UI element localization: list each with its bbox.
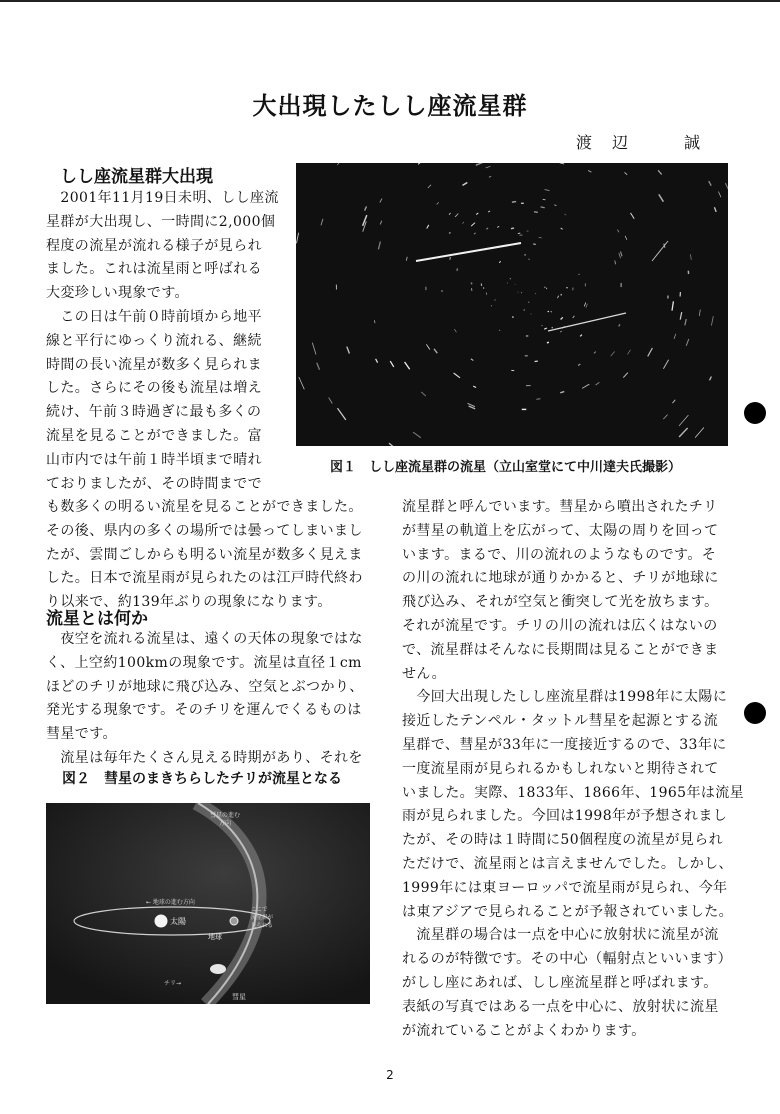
star-trail <box>552 327 553 328</box>
label-comet-direction-2: 方向 <box>219 820 232 827</box>
label-earth-direction: ← 地球の進む方向 <box>146 899 195 906</box>
text-line: 流星群と呼んでいます。彗星から噴出されたチリ <box>402 499 718 515</box>
author-name: 渡辺 誠 <box>575 133 720 152</box>
text-line: 飛び込み、それが空気と衝突して光を放ちます。 <box>402 594 719 611</box>
label-earth: 地球 <box>208 933 222 941</box>
meteor-photo <box>296 163 728 446</box>
orbit-diagram-image <box>46 803 370 1004</box>
text-line: 山市内では午前１時半頃まで晴れ <box>46 451 262 468</box>
star-trail <box>548 311 549 312</box>
text-line: せん。 <box>402 665 447 682</box>
section2-text <box>46 628 364 771</box>
section-heading-what-is-meteor: 流星とは何か <box>46 609 148 629</box>
star-trail <box>541 207 545 208</box>
star-trail-image <box>296 163 728 446</box>
section1-narrow-text <box>46 187 279 496</box>
article-title: 大出現したしし座流星群 <box>252 92 528 120</box>
label-meteor-seen-3: 見られる <box>251 923 274 929</box>
text-line: 表紙の写真ではある一点を中心に、放射状に流星 <box>402 998 719 1015</box>
punch-hole <box>744 402 766 424</box>
text-line: 雨が見られました。今回は1998年が予想されまし <box>402 808 728 825</box>
label-meteor-seen-2: 流星群が <box>251 915 274 921</box>
text-line: が流れていることがよくわかります。 <box>402 1022 646 1039</box>
star-trail <box>486 293 487 295</box>
text-line: 夜空を流れる流星は、遠くの天体の現象ではな <box>46 631 363 647</box>
star-trail <box>457 268 458 271</box>
text-line: 流星群の場合は一点を中心に放射状に流星が流 <box>402 927 719 944</box>
label-meteor-seen-1: ここで <box>251 907 268 913</box>
text-line: れるのが特徴です。その中心（輻射点といいます） <box>402 951 733 968</box>
text-line: した。日本で流星雨が見られたのは江戸時代終わ <box>46 570 363 587</box>
text-line: ました。これは流星雨と呼ばれる <box>46 261 262 278</box>
text-line: 時間の長い流星が数多く見られま <box>46 356 262 373</box>
text-line: く、上空約100kmの現象です。流星は直径１cm <box>46 654 362 671</box>
text-line: いました。実際、1833年、1866年、1965年は流星 <box>402 784 745 801</box>
text-line: は東アジアで見られることが予報されていました。 <box>402 903 734 920</box>
text-line: の川の流れに地球が通りかかると、チリが地球に <box>402 570 719 587</box>
star-trail <box>534 212 538 213</box>
star-trail <box>543 199 546 200</box>
text-line: がしし座にあれば、しし座流星群と呼ばれます。 <box>402 974 718 991</box>
text-line: も数多くの明るい流星を見ることができました。 <box>46 499 363 515</box>
page-top-rule <box>0 0 780 2</box>
star-trail <box>533 244 536 245</box>
star-trail <box>449 232 450 234</box>
star-trail <box>450 257 451 260</box>
text-line: 接近したテンペル・タットル彗星を起源とする流 <box>402 713 719 730</box>
label-comet-direction-1: 彗星の進む <box>210 812 241 819</box>
text-line: が彗星の軌道上を広がって、太陽の周りを回って <box>402 522 719 539</box>
text-line: 星群で、彗星が33年に一度接近するので、33年に <box>402 736 727 753</box>
text-line: 今回大出現したしし座流星群は1998年に太陽に <box>402 689 728 706</box>
text-line: 1999年には東ヨーロッパで流星雨が見られ、今年 <box>402 879 728 896</box>
star-trail <box>551 311 552 312</box>
text-line: ほどのチリが地球に飛び込み、空気とぶつかり、 <box>46 678 364 695</box>
text-line: した。さらにその後も流星は増え <box>46 380 262 397</box>
section1-wide-text <box>46 496 363 615</box>
text-line: この日は午前０時前頃から地平 <box>46 308 262 325</box>
text-line: 星群が大出現し、一時間に2,000個 <box>46 213 276 230</box>
text-line: たが、その時は１時間に50個程度の流星が見られ <box>402 832 724 849</box>
right-column-text <box>402 496 744 1043</box>
text-line: ておりましたが、その時間までで <box>46 475 262 492</box>
text-line: 線と平行にゆっくり流れる、継続 <box>46 332 262 349</box>
star-trail <box>511 228 514 229</box>
text-line: 続け、午前３時過ぎに最も多くの <box>46 404 262 421</box>
text-line: ただけで、流星雨とは言えませんでした。しかし、 <box>402 855 733 872</box>
comet-orbit-diagram <box>46 803 370 1004</box>
star-trail <box>512 202 516 203</box>
text-line: 程度の流星が流れる様子が見られ <box>46 237 262 254</box>
star-trail <box>547 342 549 343</box>
text-line: たが、雲間ごしからも明るい流星が数多く見えま <box>46 546 363 563</box>
text-line: 一度流星雨が見られるかもしれないと期待されて <box>402 760 719 777</box>
punch-hole <box>744 702 766 724</box>
page-number: 2 <box>386 1068 394 1082</box>
section-heading-leonids-outburst: しし座流星群大出現 <box>60 167 213 187</box>
text-line: 流星を見ることができました。富 <box>46 427 262 444</box>
text-line: その後、県内の多くの場所では曇ってしまいまし <box>46 522 363 539</box>
text-line: り以来で、約139年ぶりの現象になります。 <box>46 594 332 611</box>
figure2-caption: 図２ 彗星のまきちらしたチリが流星となる <box>62 771 342 787</box>
text-line: 大変珍しい現象です。 <box>46 285 189 302</box>
text-line: 彗星です。 <box>46 726 117 743</box>
text-line: 2001年11月19日未明、しし座流 <box>46 190 279 206</box>
text-line: います。まるで、川の流れのようなものです。そ <box>402 546 717 563</box>
star-trail <box>512 317 513 318</box>
text-line: で、流星群はそんなに長期間は見ることができま <box>402 641 719 658</box>
star-trail <box>561 294 562 296</box>
label-dust: チリ→ <box>164 980 182 987</box>
text-line: 発光する現象です。そのチリを運んでくるものは <box>46 702 362 719</box>
star-trail <box>541 325 543 326</box>
label-sun: 太陽 <box>170 917 186 926</box>
label-comet: 彗星 <box>232 993 246 1001</box>
text-line: それが流星です。チリの川の流れは広くはないの <box>402 617 718 634</box>
text-line: 流星は毎年たくさん見える時期があり、それを <box>46 749 363 766</box>
figure1-caption: 図１ しし座流星群の流星（立山室堂にて中川達夫氏撮影） <box>330 460 682 475</box>
